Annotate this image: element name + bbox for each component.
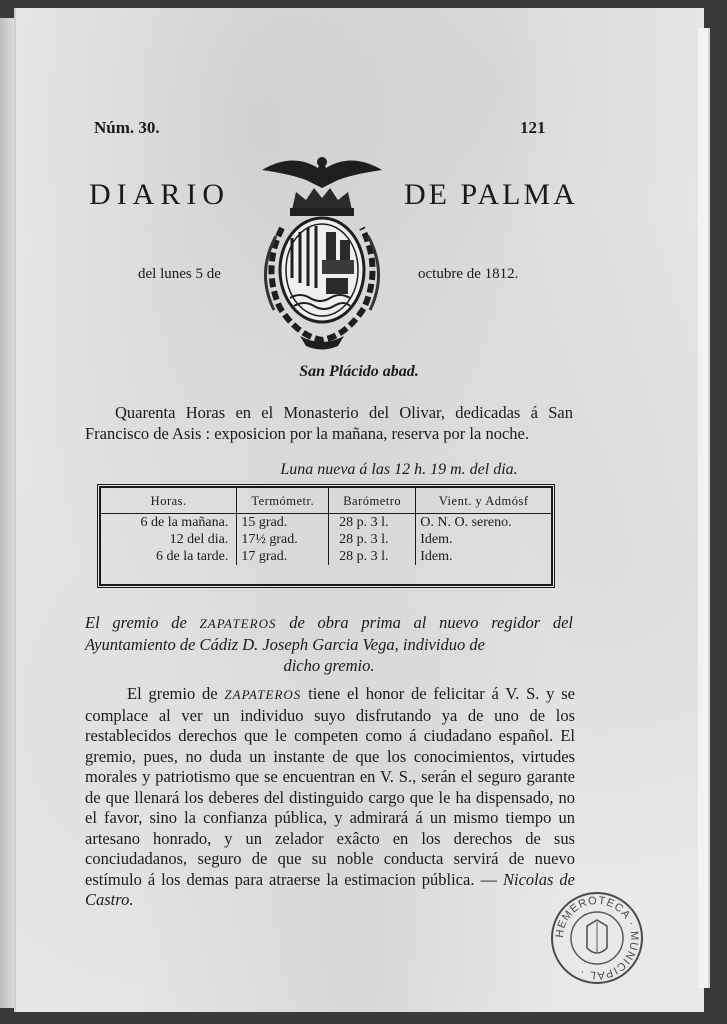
- cell-wind: Idem.: [416, 548, 551, 565]
- body-before: El gremio de: [127, 684, 218, 703]
- article-body: [85, 684, 575, 911]
- weather-header-row: [101, 488, 551, 514]
- header-hours: Horas.: [101, 488, 237, 514]
- body-caps: ZAPATEROS: [224, 687, 302, 702]
- cell-wind: Idem.: [416, 531, 551, 548]
- cell-wind: O. N. O. sereno.: [416, 514, 551, 532]
- cell-baro: 28 p. 3 l.: [329, 514, 416, 532]
- cell-baro: 28 p. 3 l.: [329, 548, 416, 565]
- date-left: del lunes 5 de: [138, 266, 221, 282]
- masthead-title-right: DE PALMA: [404, 178, 578, 211]
- saint-of-the-day: San Plácido abad.: [299, 363, 419, 380]
- newspaper-page: [14, 8, 704, 1012]
- header-wind: Vient. y Admósf: [416, 488, 551, 514]
- cell-thermo: 17 grad.: [237, 548, 329, 565]
- article-heading: [85, 612, 573, 676]
- devotion-paragraph: Quarenta Horas en el Monasterio del Olivar, dedicadas á San Francisco de Asis : exposicion por la mañana, reserva por la noche.: [85, 403, 573, 443]
- cell-hour: 6 de la tarde.: [156, 549, 229, 564]
- header-barometer: Barómetro: [329, 488, 416, 514]
- table-row: [101, 531, 551, 548]
- coat-of-arms-icon: [242, 148, 402, 353]
- cell-thermo: 17½ grad.: [237, 531, 329, 548]
- issue-number: Núm. 30.: [94, 118, 160, 137]
- masthead-title-left: DIARIO: [89, 178, 230, 211]
- cell-baro: 28 p. 3 l.: [329, 531, 416, 548]
- heading-last: dicho gremio.: [283, 656, 375, 675]
- body-after: tiene el honor de felicitar á V. S. y se complace al ver un individuo suyo disfrutando ya de uno de los restablecidos derechos que le competen como á ciudadano español. El gremio, pues, no duda un instante de que los conocimientos, virtudes morales y patriotismo que se encuentran en V. S., serán el seguro garante de que llenará los deberes del distinguido cargo que le ha dispensado, no el favor, sino la confianza pública, y admirará á un mismo tiempo un artesano honrado, y un zelador exâcto en los derechos de sus conciudadanos, seguro de que su noble conducta servirá de nuevo estímulo á los demas para atraerse la estimacion pública. —: [85, 684, 575, 889]
- stamp-text: HEMEROTECA · MUNICIPAL ·: [553, 894, 641, 982]
- heading-before: El gremio de: [85, 613, 187, 632]
- table-row: [101, 548, 551, 565]
- page-edge: [698, 28, 710, 988]
- library-stamp-icon: [549, 890, 645, 986]
- header-thermometer: Termómetr.: [237, 488, 329, 514]
- cell-hour: 6 de la mañana.: [140, 515, 229, 530]
- weather-table: [99, 486, 553, 586]
- cell-hour: 12 del dia.: [169, 532, 229, 547]
- page-number: 121: [520, 118, 546, 137]
- signature: Nicolas de Castro.: [85, 869, 575, 909]
- date-right: octubre de 1812.: [418, 266, 519, 282]
- cell-thermo: 15 grad.: [237, 514, 329, 532]
- table-row: [101, 514, 551, 532]
- heading-caps: ZAPATEROS: [199, 616, 277, 631]
- heading-after: de obra prima al nuevo regidor del Ayuntamiento de Cádiz D. Joseph Garcia Vega, individuo de: [85, 613, 574, 654]
- moon-phase: Luna nueva á las 12 h. 19 m. del dia.: [280, 461, 518, 478]
